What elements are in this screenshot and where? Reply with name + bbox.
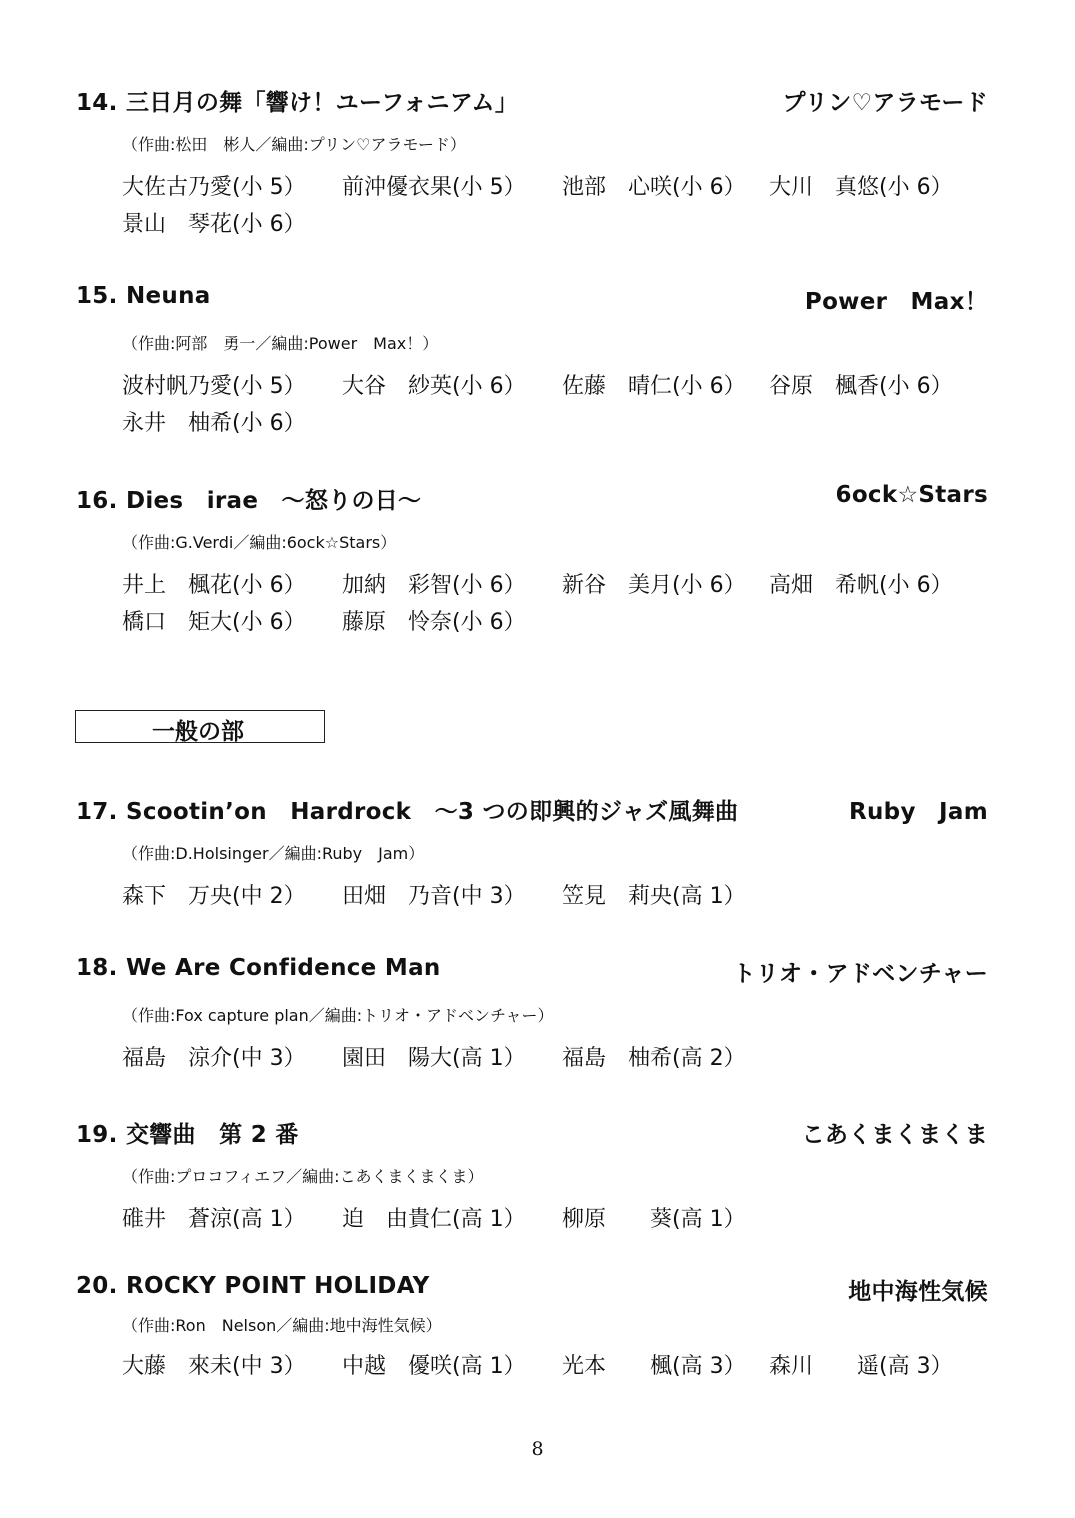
member-name: 波村帆乃愛(小 5） bbox=[122, 374, 306, 399]
member-name: 碓井 蒼涼(高 1） bbox=[122, 1207, 306, 1232]
member-name: 永井 柚希(小 6） bbox=[122, 411, 306, 436]
member-name: 大藤 來未(中 3） bbox=[122, 1354, 306, 1379]
member-name: 光本 楓(高 3） bbox=[562, 1354, 746, 1379]
member-name: 景山 琴花(小 6） bbox=[122, 212, 306, 237]
entry-group-name: 6ock☆Stars bbox=[835, 482, 988, 508]
entry-credit: （作曲:G.Verdi／編曲:6ock☆Stars） bbox=[122, 533, 397, 552]
member-name: 柳原 葵(高 1） bbox=[562, 1207, 746, 1232]
member-name: 大川 真悠(小 6） bbox=[769, 175, 953, 200]
section-label: 一般の部 bbox=[152, 719, 244, 745]
member-name: 森下 万央(中 2） bbox=[122, 884, 306, 909]
member-name: 前沖優衣果(小 5） bbox=[342, 175, 526, 200]
member-name: 谷原 楓香(小 6） bbox=[769, 374, 953, 399]
member-name: 中越 優咲(高 1） bbox=[342, 1354, 526, 1379]
page-number: 8 bbox=[531, 1438, 544, 1460]
member-name: 新谷 美月(小 6） bbox=[562, 573, 746, 598]
member-name: 森川 遥(高 3） bbox=[769, 1354, 953, 1379]
member-name: 池部 心咲(小 6） bbox=[562, 175, 746, 200]
entry-group-name: こあくまくまくま bbox=[801, 1122, 988, 1148]
entry-group-name: 地中海性気候 bbox=[848, 1279, 988, 1305]
entry-credit: （作曲:阿部 勇一／編曲:Power Max！） bbox=[122, 334, 439, 353]
entry-credit: （作曲:Ron Nelson／編曲:地中海性気候） bbox=[122, 1316, 442, 1335]
entry-group-name: プリン♡アラモード bbox=[782, 90, 988, 116]
member-name: 橋口 矩大(小 6） bbox=[122, 610, 306, 635]
member-name: 笠見 莉央(高 1） bbox=[562, 884, 746, 909]
entry-title: 16. Dies irae ～怒りの日～ bbox=[76, 488, 422, 514]
member-name: 井上 楓花(小 6） bbox=[122, 573, 306, 598]
member-name: 園田 陽大(高 1） bbox=[342, 1046, 526, 1071]
entry-group-name: Ruby Jam bbox=[849, 799, 988, 825]
member-name: 佐藤 晴仁(小 6） bbox=[562, 374, 746, 399]
entry-credit: （作曲:D.Holsinger／編曲:Ruby Jam） bbox=[122, 844, 425, 863]
entry-title: 15. Neuna bbox=[76, 283, 211, 309]
member-name: 迫 由貴仁(高 1） bbox=[342, 1207, 526, 1232]
entry-group-name: Power Max！ bbox=[804, 289, 988, 315]
member-name: 福島 柚希(高 2） bbox=[562, 1046, 746, 1071]
entry-group-name: トリオ・アドベンチャー bbox=[732, 961, 988, 987]
member-name: 大谷 紗英(小 6） bbox=[342, 374, 526, 399]
entry-title: 20. ROCKY POINT HOLIDAY bbox=[76, 1273, 430, 1299]
entry-title: 17. Scootin’on Hardrock ～3 つの即興的ジャズ風舞曲 bbox=[76, 799, 739, 825]
member-name: 加納 彩智(小 6） bbox=[342, 573, 526, 598]
member-name: 高畑 希帆(小 6） bbox=[769, 573, 953, 598]
entry-title: 18. We Are Confidence Man bbox=[76, 955, 441, 981]
section-header-general bbox=[75, 710, 325, 743]
entry-title: 14. 三日月の舞「響け！ユーフォニアム」 bbox=[76, 90, 519, 116]
entry-credit: （作曲:松田 彬人／編曲:プリン♡アラモード） bbox=[122, 135, 466, 154]
member-name: 福島 涼介(中 3） bbox=[122, 1046, 306, 1071]
entry-title: 19. 交響曲 第 2 番 bbox=[76, 1122, 299, 1148]
member-name: 大佐古乃愛(小 5） bbox=[122, 175, 306, 200]
entry-credit: （作曲:プロコフィエフ／編曲:こあくまくまくま） bbox=[122, 1167, 484, 1186]
entry-credit: （作曲:Fox capture plan／編曲:トリオ・アドベンチャー） bbox=[122, 1006, 554, 1025]
member-name: 藤原 怜奈(小 6） bbox=[342, 610, 526, 635]
member-name: 田畑 乃音(中 3） bbox=[342, 884, 526, 909]
